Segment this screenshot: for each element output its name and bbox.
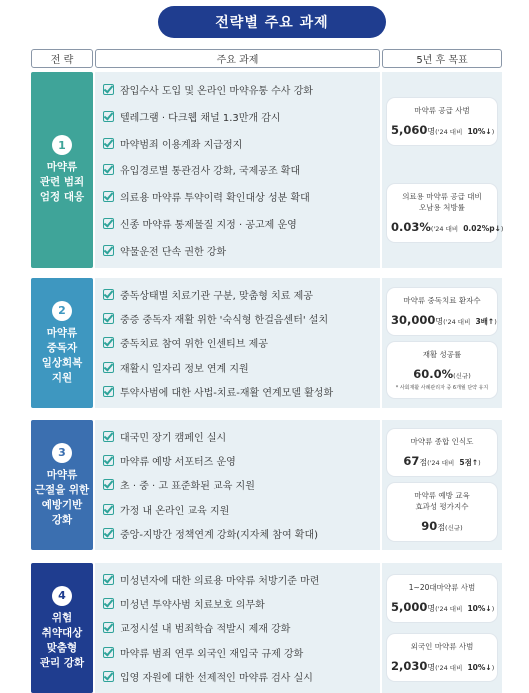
- goal-note-tail: ): [478, 459, 481, 468]
- goal-value: 2,030: [391, 659, 428, 673]
- header-strategy: 전 략: [31, 49, 93, 68]
- task-item: [103, 477, 380, 492]
- goal-card: [387, 184, 504, 242]
- goal-note: ('24 대비: [435, 605, 463, 613]
- goal-value-line: [391, 216, 504, 235]
- goal-label: 의료용 마약류 공급 대비 오남용 처방률: [402, 192, 482, 213]
- task-text: 텔레그램 · 다크웹 채널 1.3만개 감시: [120, 112, 281, 124]
- task-text: 신종 마약류 통제물질 지정 · 공고제 운영: [120, 220, 297, 232]
- goal-unit: 명: [427, 126, 436, 136]
- task-item: [103, 82, 380, 97]
- task-item: [103, 669, 380, 684]
- goal-unit: 명: [435, 316, 444, 326]
- goal-card: [387, 483, 497, 541]
- task-text: 가정 내 온라인 교육 지원: [120, 505, 230, 517]
- goal-value: 67: [403, 454, 420, 469]
- checkbox-icon: [103, 431, 114, 442]
- goal-value-line: [391, 309, 497, 328]
- goal-change: 10%↓: [467, 126, 492, 136]
- checkbox-icon: [103, 164, 114, 175]
- checkbox-icon: [103, 362, 114, 373]
- checkbox-icon: [103, 598, 114, 609]
- goal-card: [387, 575, 497, 622]
- task-item: [103, 526, 380, 541]
- strategy-number-badge: 4: [52, 586, 72, 606]
- checkbox-icon: [103, 671, 114, 682]
- goal-value-line: [391, 450, 493, 469]
- checkbox-icon: [103, 504, 114, 515]
- goal-unit: 명: [427, 663, 436, 672]
- strategy-label-block: [31, 420, 93, 550]
- checkbox-icon: [103, 218, 114, 229]
- task-text: 초 · 중 · 고 표준화된 교육 지원: [120, 481, 255, 493]
- goal-note: ('24 대비: [443, 317, 471, 326]
- task-text: 유입경로별 통관검사 강화, 국제공조 확대: [120, 166, 301, 178]
- goal-value: 60.0%: [413, 367, 454, 382]
- goal-column: [382, 72, 502, 268]
- task-text: 입영 자원에 대한 선제적인 마약류 검사 실시: [120, 673, 313, 685]
- checkbox-icon: [103, 386, 114, 397]
- goal-label: 마약류 공급 사범: [414, 105, 470, 115]
- strategy-number-badge: 2: [52, 301, 72, 321]
- checkbox-icon: [103, 245, 114, 256]
- goal-note: ('24 대비: [427, 459, 455, 468]
- checkbox-icon: [103, 455, 114, 466]
- task-item: [103, 620, 380, 635]
- goal-note: ('24 대비: [435, 127, 463, 136]
- header-tasks: 주요 과제: [95, 49, 380, 68]
- goal-change: 10%↓: [467, 663, 492, 672]
- task-item: [103, 189, 380, 204]
- goal-value: 90: [421, 518, 438, 533]
- goal-note-tail: ): [494, 317, 497, 326]
- task-item: [103, 243, 380, 258]
- strategy-label: 마약류 근절을 위한 예방기반 강화: [34, 468, 90, 526]
- goal-value-line: [391, 363, 493, 382]
- task-item: [103, 645, 380, 660]
- goal-note: (신규): [453, 372, 471, 381]
- goal-value-line: [391, 596, 493, 615]
- task-text: 마약범죄 이용계좌 지급정지: [120, 139, 243, 151]
- task-item: [103, 335, 380, 350]
- task-item: [103, 287, 380, 302]
- task-text: 교정시설 내 범죄학습 적발시 제재 강화: [120, 624, 291, 636]
- strategy-label-block: [31, 72, 93, 268]
- checkbox-icon: [103, 647, 114, 658]
- goal-card: [387, 634, 497, 681]
- goal-note-tail: ): [491, 664, 495, 672]
- task-list: [95, 278, 380, 408]
- goal-note-tail: ): [500, 225, 504, 234]
- goal-note: ('24 대비: [435, 664, 463, 672]
- strategy-label-block: [31, 278, 93, 408]
- goal-unit: 명: [427, 604, 436, 613]
- goal-card: [387, 429, 497, 476]
- goal-note-tail: ): [491, 127, 495, 136]
- checkbox-icon: [103, 622, 114, 633]
- task-text: 투약사범에 대한 사법-치료-재활 연계모델 활성화: [120, 388, 334, 400]
- task-text: 마약류 범죄 연루 외국인 재입국 규제 강화: [120, 648, 304, 660]
- goal-label: 마약류 종합 인식도: [410, 437, 474, 447]
- strategy-label: 마약류 관련 범죄 엄정 대응: [39, 161, 85, 203]
- task-item: [103, 162, 380, 177]
- task-item: [103, 572, 380, 587]
- goal-unit: 점: [419, 458, 428, 468]
- strategy-number-badge: 1: [52, 135, 72, 155]
- task-text: 잠입수사 도입 및 온라인 마약유통 수사 강화: [120, 85, 313, 97]
- goal-card: [387, 288, 497, 335]
- goal-value: 5,060: [391, 122, 428, 137]
- checkbox-icon: [103, 191, 114, 202]
- checkbox-icon: [103, 289, 114, 300]
- goal-change: 0.02%p↓: [463, 224, 501, 234]
- task-text: 중독치료 참여 위한 인센티브 제공: [120, 339, 268, 351]
- header-goal: 5년 후 목표: [382, 49, 502, 68]
- task-item: [103, 109, 380, 124]
- strategy-label: 위험 취약대상 맞춤형 관리 강화: [39, 611, 85, 669]
- goal-label: 재활 성공률: [422, 350, 462, 360]
- goal-note-tail: ): [491, 605, 495, 613]
- goal-label: 마약류 중독치료 환자수: [403, 295, 481, 305]
- task-item: [103, 453, 380, 468]
- goal-value: 30,000: [391, 312, 436, 327]
- goal-card: [387, 342, 497, 398]
- task-text: 재활시 일자리 정보 연계 지원: [120, 363, 249, 375]
- goal-value-line: [391, 655, 493, 674]
- goal-label: 외국인 마약류 사범: [410, 642, 474, 651]
- task-list: [95, 72, 380, 268]
- checkbox-icon: [103, 479, 114, 490]
- task-item: [103, 384, 380, 399]
- checkbox-icon: [103, 337, 114, 348]
- strategy-label-block: [31, 563, 93, 693]
- task-text: 중독상태별 치료기관 구분, 맞춤형 치료 제공: [120, 290, 313, 302]
- task-item: [103, 596, 380, 611]
- task-text: 약물운전 단속 권한 강화: [120, 246, 227, 258]
- strategy-section: [31, 278, 502, 408]
- task-text: 의료용 마약류 투약이력 확인대상 성분 확대: [120, 193, 310, 205]
- task-list: [95, 420, 380, 550]
- goal-note: (신규): [445, 523, 463, 532]
- task-item: [103, 502, 380, 517]
- goal-change: 5점↑: [459, 458, 479, 468]
- goal-column: [382, 278, 502, 408]
- strategy-section: [31, 72, 502, 268]
- goal-card: [387, 98, 497, 145]
- task-text: 미성년 투약사범 치료보호 의무화: [120, 600, 265, 612]
- task-text: 마약류 예방 서포터즈 운영: [120, 457, 236, 469]
- strategy-section: [31, 563, 502, 693]
- goal-change: 3배↑: [475, 316, 495, 326]
- checkbox-icon: [103, 111, 114, 122]
- task-item: [103, 311, 380, 326]
- task-text: 중앙-지방간 정책연계 강화(지자체 참여 확대): [120, 530, 319, 542]
- goal-label: 1~20대마약류 사범: [408, 583, 476, 592]
- goal-value-line: [391, 119, 493, 138]
- goal-value: 5,000: [391, 600, 428, 614]
- goal-label: 마약류 예방 교육 효과성 평가지수: [414, 490, 470, 511]
- goal-value-line: [391, 515, 493, 534]
- goal-note: ('24 대비: [430, 225, 459, 234]
- goal-unit: 점: [437, 522, 446, 532]
- checkbox-icon: [103, 313, 114, 324]
- task-item: [103, 216, 380, 231]
- strategy-label: 마약류 중독자 일상회복 지원: [41, 326, 83, 384]
- task-list: [95, 563, 380, 693]
- goal-change: 10%↓: [467, 604, 492, 613]
- strategy-number-badge: 3: [52, 443, 72, 463]
- checkbox-icon: [103, 528, 114, 539]
- task-text: 미성년자에 대한 의료용 마약류 처방기준 마련: [120, 575, 320, 587]
- task-item: [103, 429, 380, 444]
- checkbox-icon: [103, 84, 114, 95]
- page-title: 전략별 주요 과제: [158, 6, 386, 38]
- strategy-section: [31, 420, 502, 550]
- goal-column: [382, 420, 502, 550]
- task-text: 대국민 장기 캠페인 실시: [120, 432, 227, 444]
- task-item: [103, 136, 380, 151]
- goal-value: 0.03%: [391, 220, 431, 235]
- goal-footnote: * 사회재활 사례관리자 중 6개월 단약 유지: [395, 385, 489, 392]
- task-item: [103, 360, 380, 375]
- goal-column: [382, 563, 502, 693]
- checkbox-icon: [103, 138, 114, 149]
- task-text: 중증 중독자 재활 위한 '숙식형 한걸음센터' 설치: [120, 315, 329, 327]
- checkbox-icon: [103, 574, 114, 585]
